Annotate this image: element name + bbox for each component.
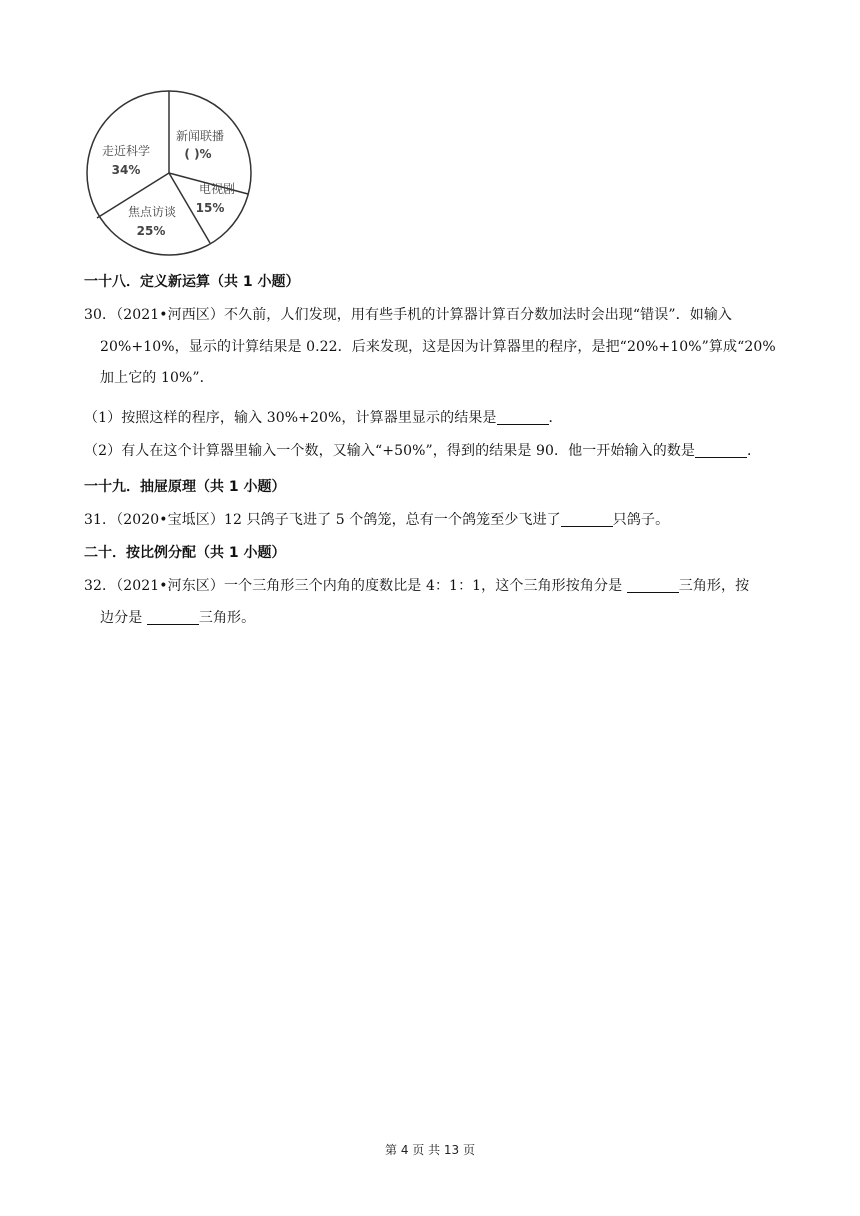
answer-blank[interactable]	[497, 410, 549, 425]
q30-line-1: 30．（2021•河西区）不久前，人们发现，用有些手机的计算器计算百分数加法时会出现“错误”．如输入	[84, 307, 733, 323]
q32-line1-end: 三角形，按	[678, 578, 750, 594]
q31	[84, 509, 669, 529]
section-heading-18: 一十八．定义新运算（共 1 小题）	[84, 274, 300, 290]
q30-line-3: 加上它的 10%”．	[100, 370, 214, 386]
q30-sub1-text: （1）按照这样的程序，输入 30%+20%，计算器里显示的结果是	[84, 410, 497, 426]
q32-line-1	[84, 575, 749, 595]
q30-sub2	[84, 440, 761, 460]
page-footer: 第 4 页 共 13 页	[385, 1143, 475, 1157]
answer-blank[interactable]	[627, 578, 679, 593]
section-heading-19: 一十九．抽屉原理（共 1 小题）	[84, 479, 286, 495]
q30-sub1-end: ．	[548, 410, 563, 426]
q30-sub2-text: （2）有人在这个计算器里输入一个数，又输入“+50%”，得到的结果是 90．他一开始输入的数是	[84, 443, 696, 459]
pie-slice-value-science: 34%	[111, 163, 141, 177]
q32-line1-text: 32．（2021•河东区）一个三角形三个内角的度数比是 4：1：1，这个三角形按角分是	[84, 578, 627, 594]
q30-sub2-end: ．	[747, 443, 762, 459]
q32-line2-text: 边分是	[100, 610, 147, 626]
pie-slice-label-drama: 电视剧	[198, 182, 236, 196]
q31-text: 31．（2020•宝坻区）12 只鸽子飞进了 5 个鸽笼，总有一个鸽笼至少飞进了	[84, 512, 561, 528]
q31-end: 只鸽子。	[612, 512, 670, 528]
pie-slice-value-focus: 25%	[136, 224, 166, 238]
answer-blank[interactable]	[147, 610, 199, 625]
pie-slice-value-news: ( )%	[184, 147, 212, 161]
q32-line-2	[100, 607, 255, 627]
pie-slice-label-focus: 焦点访谈	[127, 205, 177, 219]
pie-chart	[84, 88, 254, 258]
q30-sub1	[84, 407, 563, 427]
q30-line-2: 20%+10%，显示的计算结果是 0.22．后来发现，这是因为计算器里的程序，是把“20%+10%”算成“20%	[100, 339, 776, 355]
pie-chart-svg	[84, 88, 254, 258]
answer-blank[interactable]	[561, 512, 613, 527]
pie-slice-label-news: 新闻联播	[175, 129, 225, 143]
answer-blank[interactable]	[695, 443, 747, 458]
q32-line2-end: 三角形。	[198, 610, 256, 626]
section-heading-20: 二十．按比例分配（共 1 小题）	[84, 545, 286, 561]
pie-slice-value-drama: 15%	[195, 201, 225, 215]
pie-slice-label-science: 走近科学	[101, 144, 151, 158]
